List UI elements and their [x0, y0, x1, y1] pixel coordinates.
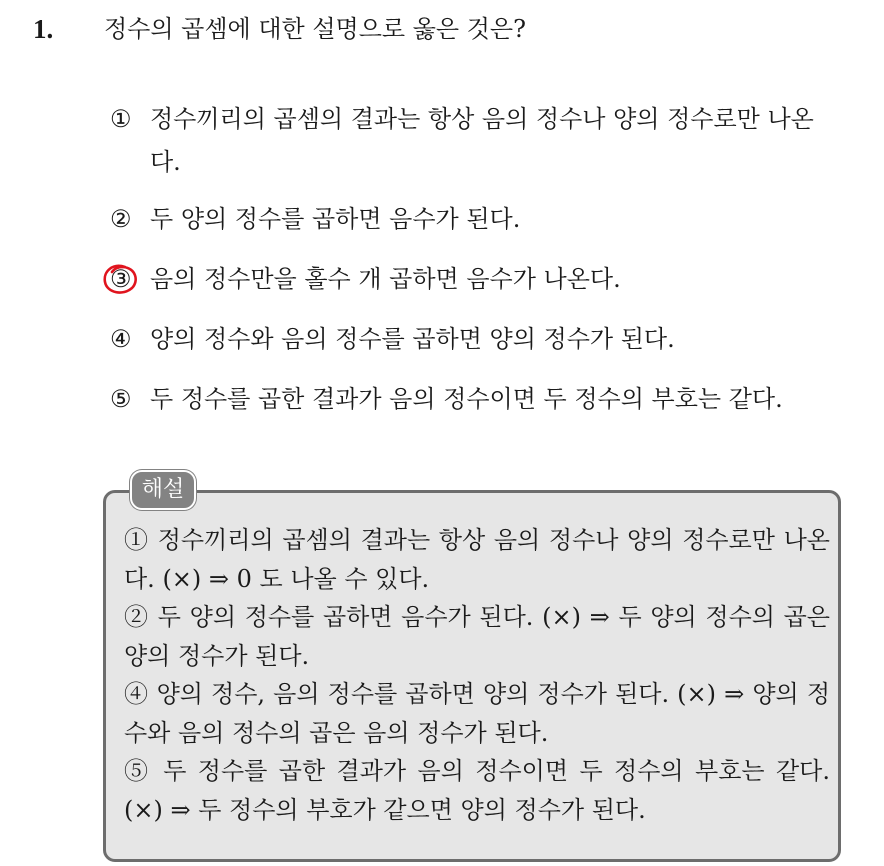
- option-5[interactable]: [110, 378, 840, 421]
- explanation-tag: 해설: [130, 470, 196, 510]
- option-text: 두 정수를 곱한 결과가 음의 정수이면 두 정수의 부호는 같다.: [150, 385, 783, 413]
- option-text: 두 양의 정수를 곱하면 음수가 된다.: [150, 205, 521, 233]
- option-number: ②: [110, 205, 132, 233]
- option-1[interactable]: [110, 98, 840, 184]
- option-number: ⑤: [110, 385, 132, 413]
- question-number: 1.: [33, 14, 54, 44]
- explanation-body: [124, 521, 830, 829]
- option-2[interactable]: [110, 198, 840, 241]
- explanation-item: ⑤ 두 정수를 곱한 결과가 음의 정수이면 두 정수의 부호는 같다. (×) ⇒ 두 정수의 부호가 같으면 양의 정수가 된다.: [124, 757, 830, 824]
- answer-options: [110, 98, 840, 438]
- option-text: 양의 정수와 음의 정수를 곱하면 양의 정수가 된다.: [150, 325, 675, 353]
- option-number-wrap: [110, 258, 150, 301]
- option-text: 음의 정수만을 홀수 개 곱하면 음수가 나온다.: [150, 265, 621, 293]
- option-number: ①: [110, 105, 132, 133]
- option-3[interactable]: [110, 258, 840, 301]
- option-number: ④: [110, 325, 132, 353]
- explanation-item: ① 정수끼리의 곱셈의 결과는 항상 음의 정수나 양의 정수로만 나온다. (×) ⇒ 0 도 나올 수 있다.: [124, 526, 830, 593]
- option-number: ③: [110, 265, 132, 293]
- question-stem: 정수의 곱셈에 대한 설명으로 옳은 것은?: [104, 15, 526, 43]
- option-text: 정수끼리의 곱셈의 결과는 항상 음의 정수나 양의 정수로만 나온다.: [150, 105, 814, 176]
- explanation-item: ④ 양의 정수, 음의 정수를 곱하면 양의 정수가 된다. (×) ⇒ 양의 정수와 음의 정수의 곱은 음의 정수가 된다.: [124, 680, 830, 747]
- explanation-item: ② 두 양의 정수를 곱하면 음수가 된다. (×) ⇒ 두 양의 정수의 곱은 양의 정수가 된다.: [124, 603, 830, 670]
- option-4[interactable]: [110, 318, 840, 361]
